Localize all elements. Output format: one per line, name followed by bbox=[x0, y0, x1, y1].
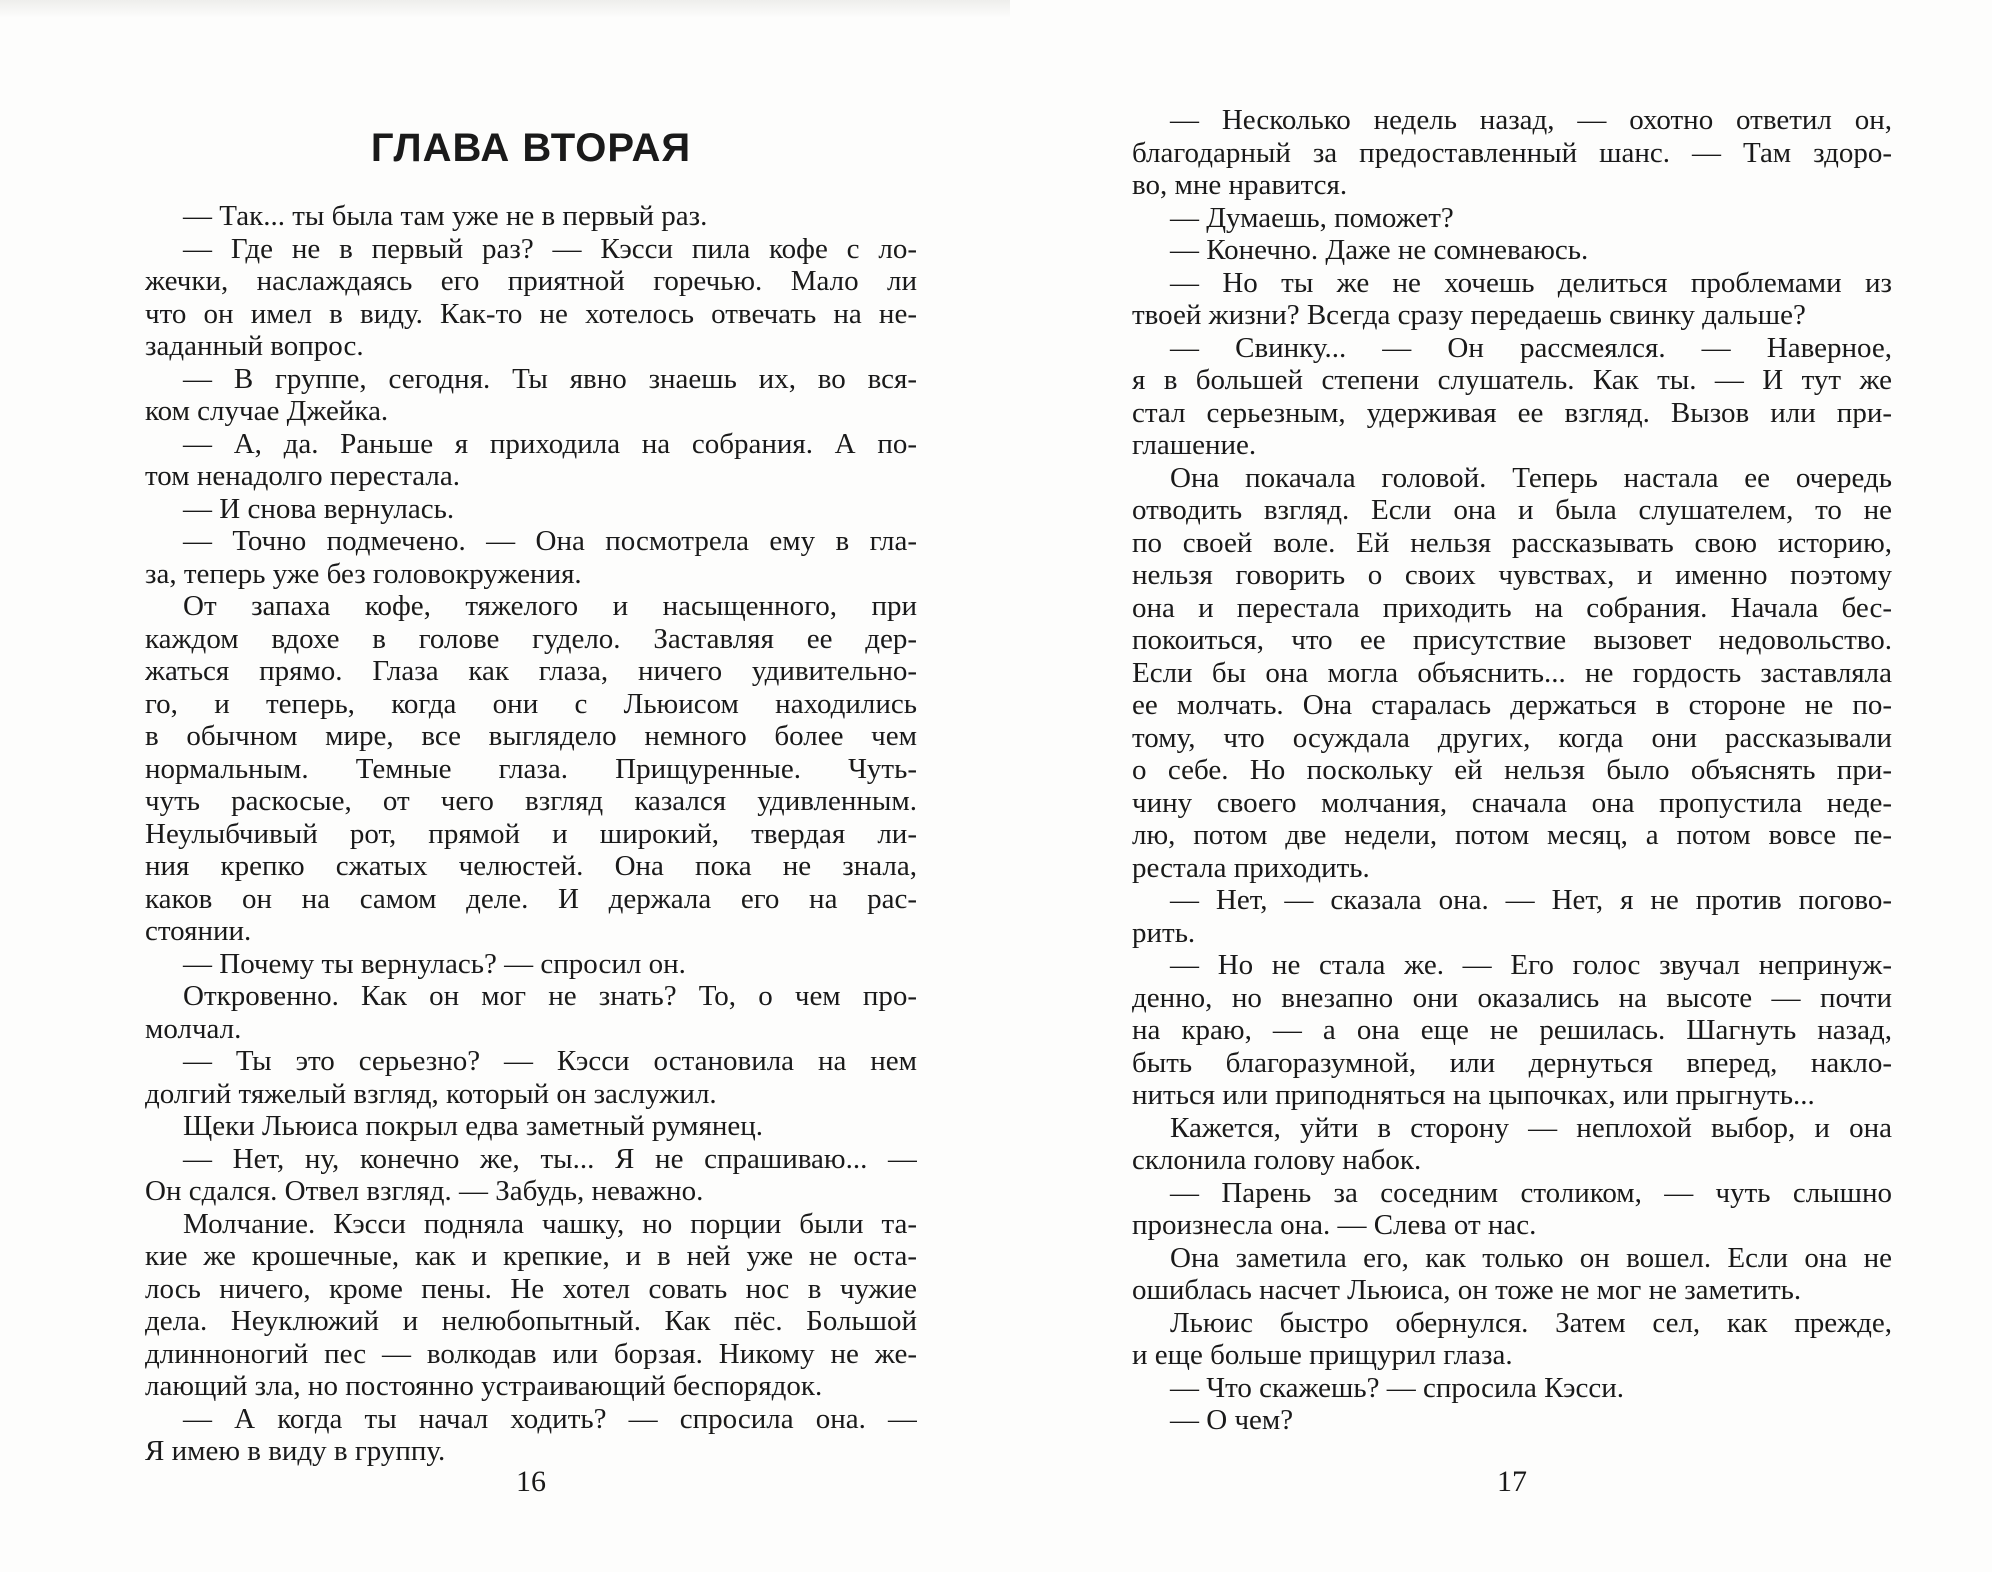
text-line: Она покачала головой. Теперь настала ее очередь bbox=[1170, 461, 1892, 494]
text-line: — Так... ты была там уже не в первый раз. bbox=[183, 200, 708, 232]
text-line: От запаха кофе, тяжелого и насыщенного, при bbox=[183, 590, 917, 622]
text-line: ее молчать. Она старалась держаться в стороне не по- bbox=[1132, 689, 1892, 721]
text-line: стоянии. bbox=[145, 915, 252, 947]
text-line: лось ничего, кроме пены. Не хотел совать нос в чужие bbox=[145, 1272, 917, 1305]
text-line: — А, да. Раньше я приходила на собрания. А по- bbox=[183, 427, 917, 460]
text-line: произнесла она. — Слева от нас. bbox=[1132, 1209, 1537, 1241]
text-line: Если бы она могла объяснить... не гордость заставляла bbox=[1132, 656, 1892, 689]
text-line: отводить взгляд. Если она и была слушателем, то не bbox=[1132, 494, 1892, 526]
text-line: го, и теперь, когда они с Льюисом находились bbox=[145, 687, 917, 720]
text-line: в обычном мире, все выглядело немного более чем bbox=[145, 720, 917, 752]
text-line: во, мне нравится. bbox=[1132, 169, 1348, 201]
text-line: рестала приходить. bbox=[1132, 851, 1370, 884]
right-page-text bbox=[1132, 104, 1892, 1437]
text-line: том ненадолго перестала. bbox=[145, 460, 460, 492]
left-page bbox=[145, 0, 917, 1572]
text-line: — А когда ты начал ходить? — спросила она. — bbox=[183, 1402, 917, 1435]
text-line: молчал. bbox=[145, 1012, 242, 1045]
text-line: — И снова вернулась. bbox=[183, 492, 455, 525]
page-number-left: 16 bbox=[516, 1465, 546, 1498]
text-line: дела. Неуклюжий и нелюбопытный. Как пёс. Большой bbox=[145, 1305, 917, 1337]
text-line: быть благоразумной, или дернуться вперед, накло- bbox=[1132, 1046, 1892, 1079]
text-line: — Нет, — сказала она. — Нет, я не против погово- bbox=[1170, 884, 1892, 916]
text-line: — Нет, ну, конечно же, ты... Я не спрашиваю... — bbox=[183, 1142, 917, 1175]
text-line: — Думаешь, поможет? bbox=[1170, 201, 1454, 234]
text-line: ниться или приподняться на цыпочках, или прыгнуть... bbox=[1132, 1079, 1815, 1111]
text-line: Неулыбчивый рот, прямой и широкий, твердая ли- bbox=[145, 817, 917, 850]
text-line: рить. bbox=[1132, 916, 1196, 949]
text-line: стал серьезным, удерживая ее взгляд. Вызов или при- bbox=[1132, 396, 1892, 429]
text-line: ошиблась насчет Льюиса, он тоже не мог не заметить. bbox=[1132, 1274, 1802, 1306]
text-line: склонила голову набок. bbox=[1132, 1144, 1422, 1176]
text-line: — Ты это серьезно? — Кэсси остановила на нем bbox=[183, 1045, 917, 1077]
text-line: что он имел в виду. Как-то не хотелось отвечать на не- bbox=[145, 297, 917, 330]
text-line: лающий зла, но постоянно устраивающий беспорядок. bbox=[145, 1370, 823, 1402]
text-line: за, теперь уже без головокружения. bbox=[145, 557, 582, 590]
text-line: по своей воле. Ей нельзя рассказывать свою историю, bbox=[1132, 526, 1892, 559]
text-line: нельзя говорить о своих чувствах, и именно поэтому bbox=[1132, 559, 1892, 591]
text-line: — Несколько недель назад, — охотно ответил он, bbox=[1170, 104, 1892, 136]
text-line: глашение. bbox=[1132, 429, 1257, 461]
text-line: — Свинку... — Он рассмеялся. — Наверное, bbox=[1170, 331, 1892, 364]
text-line: — В группе, сегодня. Ты явно знаешь их, во вся- bbox=[183, 362, 917, 395]
text-line: длинноногий пес — волкодав или борзая. Никому не же- bbox=[145, 1337, 917, 1370]
text-line: — Но не стала же. — Его голос звучал непринуж- bbox=[1170, 949, 1892, 981]
text-line: нормальным. Темные глаза. Прищуренные. Чуть- bbox=[145, 752, 917, 785]
text-line: твоей жизни? Всегда сразу передаешь свинку дальше? bbox=[1132, 299, 1806, 331]
text-line: долгий тяжелый взгляд, который он заслужил. bbox=[145, 1077, 717, 1110]
text-line: — Почему ты вернулась? — спросил он. bbox=[183, 947, 686, 980]
text-line: кие же крошечные, как и крепкие, и в ней уже не оста- bbox=[145, 1240, 917, 1272]
text-line: — Где не в первый раз? — Кэсси пила кофе с ло- bbox=[183, 232, 917, 265]
text-line: Молчание. Кэсси подняла чашку, но порции были та- bbox=[183, 1207, 917, 1240]
text-line: тому, что осуждала других, когда они рассказывали bbox=[1132, 721, 1892, 754]
text-line: жаться прямо. Глаза как глаза, ничего удивительно- bbox=[145, 655, 917, 687]
text-line: — Но ты же не хочешь делиться проблемами из bbox=[1170, 266, 1892, 299]
text-line: Я имею в виду в группу. bbox=[145, 1435, 446, 1467]
text-line: денно, но внезапно они оказались на высоте — почти bbox=[1132, 981, 1892, 1014]
text-line: — Парень за соседним столиком, — чуть слышно bbox=[1170, 1176, 1892, 1209]
text-line: жечки, наслаждаясь его приятной горечью. Мало ли bbox=[145, 265, 917, 297]
chapter-title: ГЛАВА ВТОРАЯ bbox=[370, 126, 692, 170]
text-line: лю, потом две недели, потом месяц, а потом вовсе пе- bbox=[1132, 819, 1892, 851]
text-line: покоиться, что ее присутствие вызовет недовольство. bbox=[1132, 624, 1892, 656]
text-line: ния крепко сжатых челюстей. Она пока не знала, bbox=[145, 850, 917, 882]
text-line: о себе. Но поскольку ей нельзя было объяснять при- bbox=[1132, 754, 1892, 786]
text-line: Она заметила его, как только он вошел. Если она не bbox=[1170, 1241, 1892, 1274]
text-line: я в большей степени слушатель. Как ты. — И тут же bbox=[1132, 364, 1892, 396]
text-line: благодарный за предоставленный шанс. — Там здоро- bbox=[1132, 136, 1892, 169]
text-line: каков он на самом деле. И держала его на рас- bbox=[145, 882, 917, 915]
right-page bbox=[1132, 0, 1892, 1572]
text-line: Откровенно. Как он мог не знать? То, о чем про- bbox=[183, 980, 917, 1012]
text-line: Он сдался. Отвел взгляд. — Забудь, неважно. bbox=[145, 1175, 704, 1207]
text-line: заданный вопрос. bbox=[145, 330, 364, 362]
text-line: — Что скажешь? — спросила Кэсси. bbox=[1170, 1371, 1625, 1404]
text-line: — Конечно. Даже не сомневаюсь. bbox=[1170, 234, 1589, 266]
text-line: чину своего молчания, сначала она пропустила неде- bbox=[1132, 786, 1892, 819]
text-line: Льюис быстро обернулся. Затем сел, как прежде, bbox=[1170, 1306, 1892, 1339]
text-line: чуть раскосые, от чего взгляд казался удивленным. bbox=[145, 785, 917, 817]
text-line: — О чем? bbox=[1170, 1404, 1294, 1436]
text-line: на краю, — а она еще не решилась. Шагнуть назад, bbox=[1132, 1014, 1892, 1046]
text-line: Кажется, уйти в сторону — неплохой выбор, и она bbox=[1170, 1111, 1892, 1144]
text-line: ком случае Джейка. bbox=[145, 395, 389, 427]
left-page-text bbox=[145, 200, 917, 1468]
text-line: Щеки Льюиса покрыл едва заметный румянец. bbox=[183, 1110, 763, 1142]
text-line: и еще больше прищурил глаза. bbox=[1132, 1339, 1513, 1371]
text-line: каждом вдохе в голове гудело. Заставляя ее дер- bbox=[145, 622, 917, 655]
page-number-right: 17 bbox=[1497, 1465, 1527, 1498]
text-line: — Точно подмечено. — Она посмотрела ему в гла- bbox=[183, 525, 917, 557]
text-line: она и перестала приходить на собрания. Начала бес- bbox=[1132, 591, 1892, 624]
